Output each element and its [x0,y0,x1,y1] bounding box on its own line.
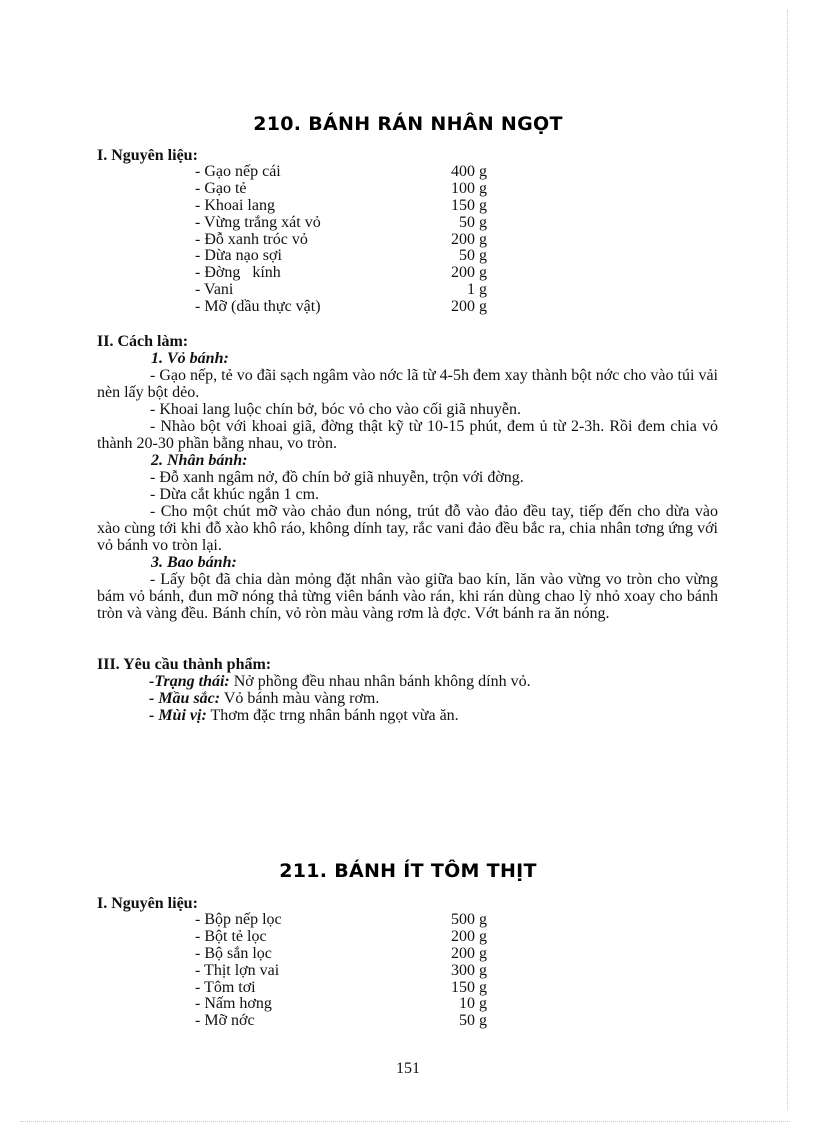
ingredient-name: - Bột tẻ lọc [195,927,267,945]
ingredient-amount: 50 g [459,1012,487,1030]
requirement-state [149,673,531,690]
ingredient-row [195,232,487,249]
ingredient-row [195,198,487,215]
requirement-taste [149,707,459,724]
ingredient-amount: 50 g [459,247,487,265]
ingredients-heading: I. Nguyên liệu: [97,147,198,164]
page-number: 151 [396,1060,420,1077]
ingredient-amount: 300 g [451,961,487,979]
ingredient-amount: 50 g [459,213,487,231]
ingredient-row [195,265,487,282]
ingredient-name: - Gạo tẻ [195,179,247,197]
ingredient-amount: 200 g [451,927,487,945]
ingredient-name: - Nấm hơng [195,995,272,1013]
ingredient-row [195,282,487,299]
ingredient-row [195,929,487,946]
step-1-paragraph-1: - Gạo nếp, tẻ vo đãi sạch ngâm vào nớc lã từ 4-5h đem xay thành bột nớc cho vào túi vải nèn lấy bột dẻo. [97,367,718,401]
recipe-210-title: 210. BÁNH RÁN NHÂN NGỌT [253,113,563,135]
ingredient-row [195,181,487,198]
ingredient-row [195,912,487,929]
requirement-state-label: -Trạng thái: [149,673,230,690]
ingredient-name: - Bộp nếp lọc [195,911,282,928]
ingredient-amount: 200 g [451,298,487,316]
ingredient-name: - Đờng kính [195,264,281,282]
ingredient-name: - Mỡ nớc [195,1012,255,1030]
ingredient-amount: 500 g [451,911,487,928]
page-edge-right [787,10,788,1110]
ingredient-row [195,996,487,1013]
step-2-paragraph-2: - Dừa cắt khúc ngắn 1 cm. [150,486,320,503]
step-1-paragraph-3: - Nhào bột với khoai giã, đờng thật kỹ từ 10-15 phút, đem ủ từ 2-3h. Rồi đem chia vỏ thành 20-30 phần bằng nhau, vo tròn. [97,418,718,452]
ingredient-amount: 150 g [451,196,487,214]
ingredient-amount: 200 g [451,264,487,282]
requirement-taste-label: - Mùi vị: [149,707,207,724]
requirement-color-label: - Mầu sắc: [149,690,221,707]
requirement-state-text: Nở phồng đều nhau nhân bánh không dính vỏ. [229,673,531,690]
ingredient-name: - Mỡ (dầu thực vật) [195,298,321,316]
ingredient-amount: 200 g [451,230,487,248]
ingredient-name: - Vừng trắng xát vỏ [195,213,321,231]
ingredient-row [195,215,487,232]
step-1-heading: 1. Vỏ bánh: [151,350,229,367]
ingredient-name: - Vani [195,281,234,299]
ingredient-amount: 1 g [467,281,487,299]
page-edge-bottom [20,1121,790,1122]
ingredient-row [195,963,487,980]
ingredient-row [195,248,487,265]
ingredient-amount: 200 g [451,944,487,962]
step-2-paragraph-3: - Cho một chút mỡ vào chảo đun nóng, trút đỗ vào đảo đều tay, tiếp đến cho dừa vào xào cùng tới khi đỗ xào khô ráo, không dính tay, rắc vani đảo đều bắc ra, chia nhân tơng ứng với vỏ bánh vo tròn lại. [97,503,718,554]
ingredient-amount: 400 g [451,163,487,180]
step-1-paragraph-2: - Khoai lang luộc chín bở, bóc vỏ cho vào cối giã nhuyễn. [150,401,522,418]
recipe-211-title: 211. BÁNH ÍT TÔM THỊT [279,860,537,882]
ingredient-name: - Khoai lang [195,196,275,214]
step-3-paragraph-1: - Lấy bột đã chia dàn mỏng đặt nhân vào giữa bao kín, lăn vào vừng vo tròn cho vừng bám vỏ bánh, đun mỡ nóng thả từng viên bánh vào rán, khi rán dùng chao lỳ nhỏ xoay cho bánh tròn và vàng đều. Bánh chín, vỏ ròn màu vàng rơm là đợc. Vớt bánh ra ăn nóng. [97,571,718,622]
requirement-taste-text: Thơm đặc trng nhân bánh ngọt vừa ăn. [206,707,459,724]
ingredient-name: - Gạo nếp cái [195,163,281,180]
ingredients-heading-2: I. Nguyên liệu: [97,895,198,912]
ingredient-name: - Tôm tơi [195,978,256,996]
ingredient-row [195,1013,487,1030]
ingredients-list-2 [195,912,487,1030]
ingredient-row [195,980,487,997]
ingredient-row [195,164,487,181]
ingredient-amount: 100 g [451,179,487,197]
step-3-heading: 3. Bao bánh: [151,554,237,571]
ingredient-row [195,946,487,963]
requirement-color-text: Vỏ bánh màu vàng rơm. [220,690,380,707]
step-2-heading: 2. Nhân bánh: [151,452,248,469]
ingredients-list [195,164,487,316]
ingredient-row [195,299,487,316]
requirement-color [149,690,379,707]
method-heading: II. Cách làm: [97,333,189,350]
step-2-paragraph-1: - Đỗ xanh ngâm nở, đồ chín bở giã nhuyễn, trộn với đờng. [150,469,524,486]
ingredient-amount: 150 g [451,978,487,996]
ingredient-name: - Thịt lợn vai [195,961,280,979]
requirements-heading: III. Yêu cầu thành phẩm: [97,656,272,673]
ingredient-amount: 10 g [459,995,487,1013]
ingredient-name: - Dừa nạo sợi [195,247,282,265]
ingredient-name: - Bộ sắn lọc [195,944,272,962]
ingredient-name: - Đỗ xanh tróc vỏ [195,230,308,248]
